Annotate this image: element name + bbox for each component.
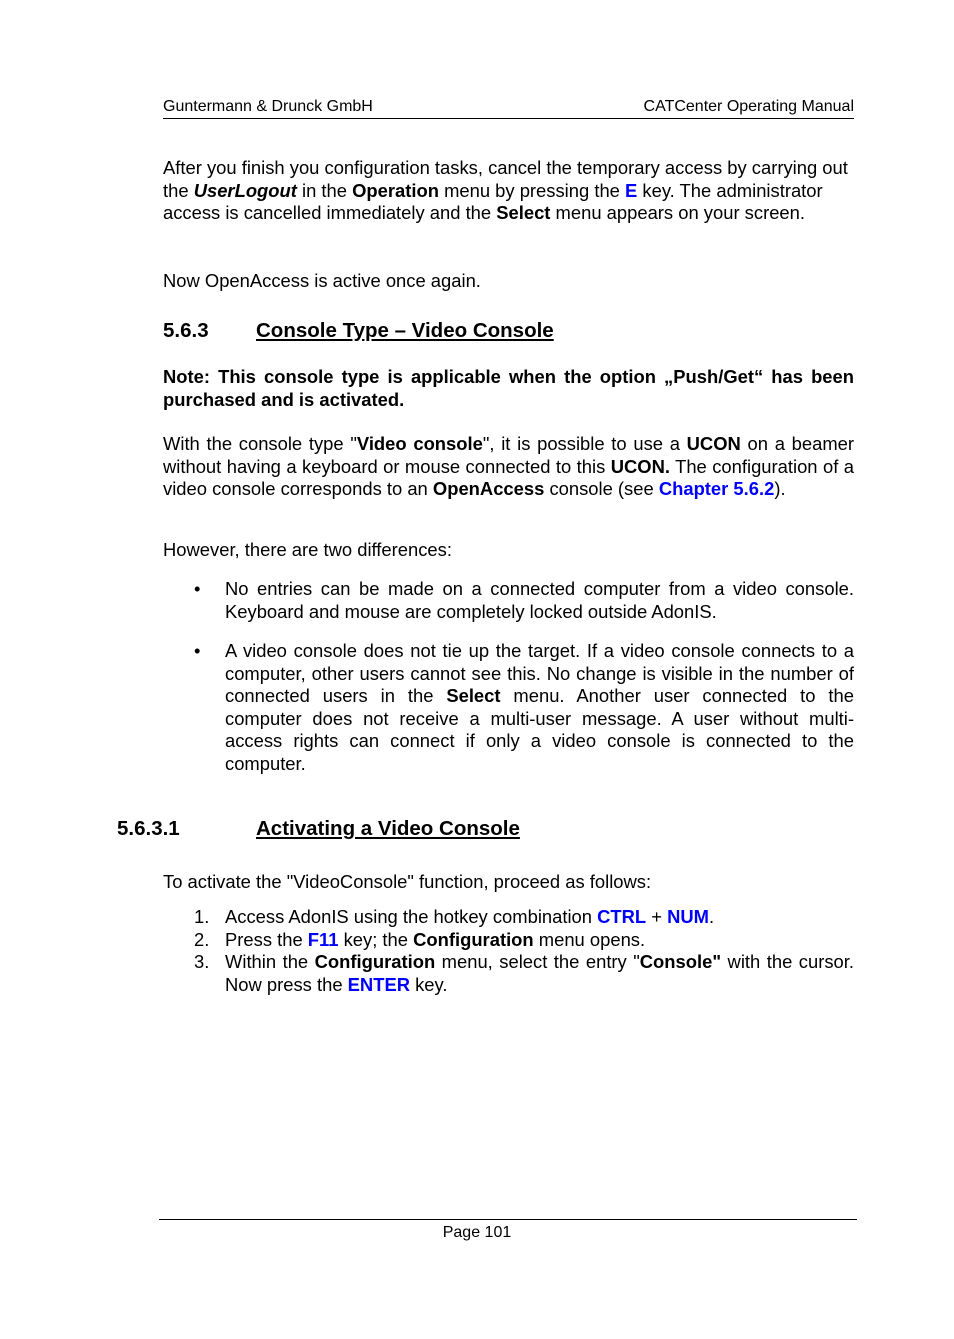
bullet-item-2 (225, 640, 854, 776)
step-number: 2. (194, 929, 210, 950)
f11-key: F11 (307, 929, 339, 950)
para-text: ", it is possible to use a (482, 433, 687, 454)
video-console-paragraph (163, 433, 854, 501)
step-text: menu opens. (533, 929, 646, 950)
ucon-term: UCON. (610, 455, 670, 477)
intro-text: key. The administrator access is cancelled immediately and the (163, 179, 823, 224)
footer-divider (159, 1219, 857, 1220)
step-text: Press the (225, 929, 308, 950)
step-text: menu, select the entry " (435, 951, 640, 972)
step-2 (225, 929, 854, 952)
intro-paragraph (163, 157, 854, 225)
step-number: 1. (194, 906, 210, 927)
bullet-icon: • (194, 578, 201, 599)
select-term: Select (496, 202, 551, 224)
select-term: Select (446, 685, 501, 707)
operation-term: Operation (352, 179, 439, 201)
note: Note: This console type is applicable when the option „Push/Get“ has been purchased and is activated. (163, 366, 854, 410)
intro-text: menu by pressing the (438, 179, 626, 201)
step-number: 3. (194, 951, 210, 972)
header-manual-title: CATCenter Operating Manual (643, 98, 854, 115)
chapter-link[interactable]: Chapter 5.6.2 (658, 478, 775, 500)
configuration-term: Configuration (413, 929, 534, 950)
bullet-icon: • (194, 640, 201, 661)
console-term: Console" (639, 951, 722, 972)
section-number: 5.6.3 (163, 319, 209, 342)
step-1 (225, 906, 854, 929)
header-company: Guntermann & Drunck GmbH (163, 98, 373, 115)
ctrl-key: CTRL (597, 906, 647, 927)
bullet-item-1: No entries can be made on a connected computer from a video console. Keyboard and mouse are completely locked outside AdonIS. (225, 578, 854, 622)
subsection-heading (117, 817, 520, 841)
step-text: with the cursor. Now press the (225, 951, 854, 995)
bullet-text: A video console does not tie up the target. If a video console connects to a computer, other users cannot see this. No change is visible in the number of connected users in the (225, 640, 854, 707)
video-console-term: Video console (356, 433, 483, 454)
step-text: Within the (225, 951, 315, 972)
step-text: . (709, 906, 715, 927)
step-text: + (646, 906, 668, 927)
para-text: on a beamer without having a keyboard or mouse connected to this (163, 433, 854, 477)
para-text: console (see (544, 478, 659, 500)
section-heading (163, 319, 554, 343)
openaccess-line: Now OpenAccess is active once again. (163, 270, 481, 291)
configuration-term: Configuration (314, 951, 436, 972)
subsection-number: 5.6.3.1 (117, 817, 180, 840)
intro-text: in the (296, 179, 353, 201)
userlogout-term: UserLogout (193, 179, 297, 201)
page-number: Page 101 (442, 1224, 512, 1241)
subsection-title: Activating a Video Console (256, 817, 520, 840)
para-text: With the console type " (163, 433, 357, 454)
step-text: Access AdonIS using the hotkey combination (225, 906, 598, 927)
step-text: key; the (338, 929, 414, 950)
e-key: E (625, 179, 638, 201)
section-title: Console Type – Video Console (256, 319, 554, 342)
intro-text: After you finish you configuration tasks, cancel the temporary access by carrying out the (163, 157, 848, 201)
enter-key: ENTER (347, 973, 410, 995)
num-key: NUM (667, 906, 710, 927)
ucon-term: UCON (686, 433, 741, 454)
para-text: The configuration of a video console corresponds to an (163, 455, 854, 500)
step-3 (225, 951, 854, 996)
activate-line: To activate the "VideoConsole" function, proceed as follows: (163, 871, 652, 892)
bullet-text: menu. Another user connected to the computer does not receive a multi-user message. A user without multi-access rights can connect if only a video console is connected to the computer. (225, 685, 854, 774)
intro-text: menu appears on your screen. (550, 202, 805, 224)
openaccess-term: OpenAccess (432, 478, 545, 500)
page-header (163, 96, 854, 119)
step-text: key. (410, 973, 448, 995)
para-text: ). (774, 478, 786, 500)
differences-line: However, there are two differences: (163, 539, 452, 560)
